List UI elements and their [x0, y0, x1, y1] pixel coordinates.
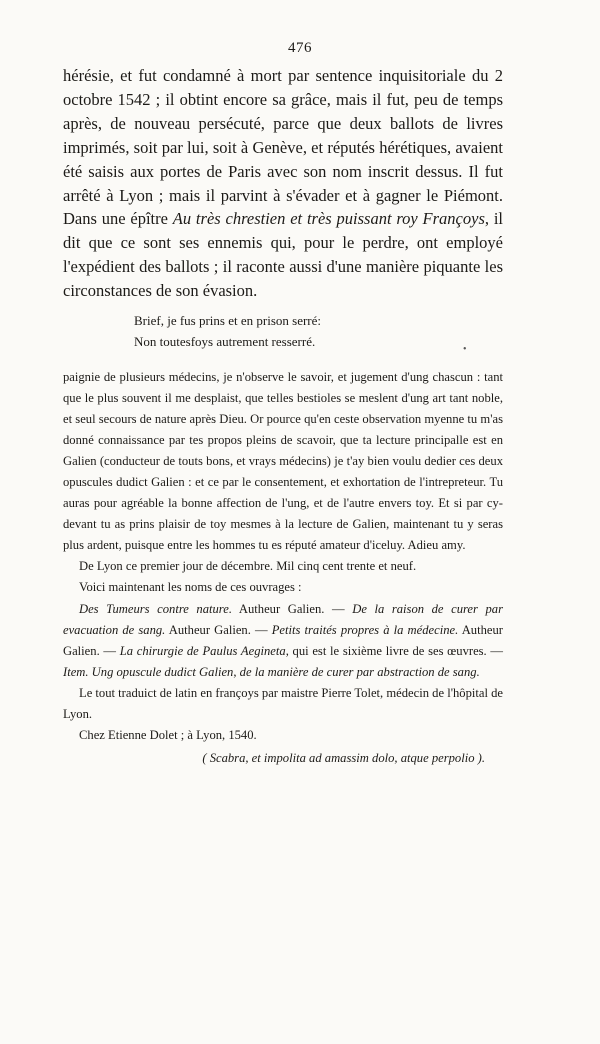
- work-title-6: de la manière de curer par abstraction de sang.: [239, 664, 480, 679]
- work-note-4: , qui est le sixième livre de ses œuvres. —: [285, 643, 504, 658]
- letter-block: [63, 367, 503, 769]
- epistle-title: Au très chrestien et très puissant roy Françoys: [172, 209, 485, 229]
- main-paragraph: [63, 64, 503, 303]
- work-title-3: Petits traités propres à la médecine.: [271, 622, 459, 637]
- works-intro: Voici maintenant les noms de ces ouvrages :: [79, 580, 302, 595]
- work-author-2: Autheur Galien. —: [168, 622, 268, 637]
- verse-line-1: Brief, je fus prins et en prison serré:: [134, 313, 322, 328]
- work-author-3: Autheur Galien. —: [63, 622, 503, 658]
- main-paragraph-text: hérésie, et fut condamné à mort par sentence inquisitoriale du 2 octobre 1542 ; il obtint encore sa grâce, mais il fut, peu de temps après, de nouveau persécuté, parce que deux ballots de livres imprimés, soit par lui, soit à Genève, et réputés hérétiques, avaient été saisis aux portes de Paris avec son nom inscrit dessus. Il fut arrêté à Lyon ; mais il parvint à s'évader et à gagner le Piémont. Dans une épître: [63, 66, 503, 229]
- work-note-5: ,: [233, 664, 237, 679]
- verse-quote: [134, 310, 464, 352]
- closing-note: ( Scabra, et impolita ad amassim dolo, atque perpolio ).: [202, 750, 485, 765]
- imprint: Chez Etienne Dolet ; à Lyon, 1540.: [79, 727, 257, 742]
- translator-note: Le tout traduict de latin en françoys par maistre Pierre Tolet, médecin de l'hôpital de Lyon.: [63, 685, 503, 721]
- works-list: [63, 599, 503, 683]
- main-paragraph-end: , il dit que ce sont ses ennemis qui, pour le perdre, ont employé l'expédient des ballots ; il raconte aussi d'une manière piquante les circonstances de son évasion.: [63, 209, 503, 301]
- page-number: 476: [288, 40, 312, 56]
- work-title-5: Item. Ung opuscule dudict Galien: [63, 664, 234, 679]
- work-title-4: La chirurgie de Paulus Aegineta: [119, 643, 286, 658]
- work-author-1: Autheur Galien. —: [238, 601, 345, 616]
- work-title-1: Des Tumeurs contre nature.: [79, 601, 232, 616]
- letter-paragraph: paignie de plusieurs médecins, je n'observe le savoir, et jugement d'ung chascun : tant que le plus souvent il me desplaist, que telles bestioles se meslent d'ung art tant noble, et seul secours de nature après Dieu. Or pource qu'en ceste observation myenne tu m'as donné connaissance par tes propos pleins de scavoir, que ta lecture principalle est en Galien (conducteur de touts bons, et vrays médecins) je t'ay bien voulu dedier ces deux opuscules dudict Galien : et ce par le consentement, et exhortation de l'intrepreteur. Tu auras pour agréable la bonne affection de l'ung, et de l'autre envers toy. Et si par cy-devant tu as prins plaisir de toy mesmes à la lecture de Galien, maintenant tu y seras plus ardent, puisque entre les hommes tu es réputé amateur d'iceluy. Adieu amy.: [63, 370, 503, 553]
- verse-line-2: Non toutesfoys autrement resserré.: [134, 334, 316, 349]
- main-text-block: [63, 64, 503, 303]
- margin-mark: •: [463, 344, 467, 355]
- work-title-2: De la raison de curer par evacuation de sang.: [63, 601, 503, 637]
- letter-date: De Lyon ce premier jour de décembre. Mil cinq cent trente et neuf.: [79, 559, 417, 574]
